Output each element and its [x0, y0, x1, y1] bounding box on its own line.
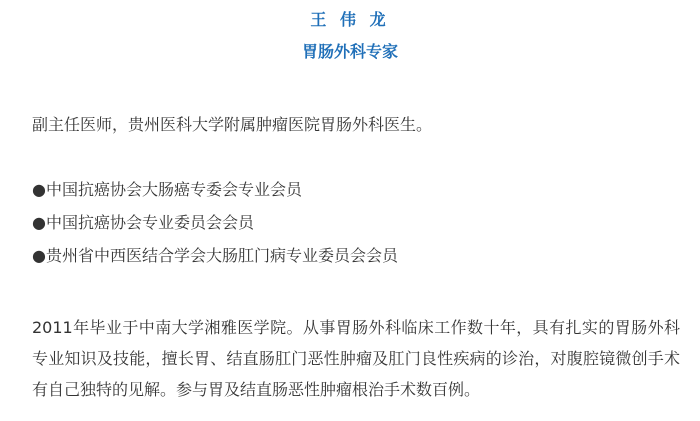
membership-item: ●中国抗癌协会大肠癌专委会专业会员 — [32, 180, 302, 199]
doctor-specialty-title: 胃肠外科专家 — [301, 42, 398, 61]
doctor-name: 王 伟 龙 — [310, 10, 390, 29]
membership-item: ●中国抗癌协会专业委员会会员 — [32, 213, 254, 232]
biography-paragraph: 2011年毕业于中南大学湘雅医学院。从事胃肠外科临床工作数十年，具有扎实的胃肠外科专业知识及技能，擅长胃、结直肠肛门恶性肿瘤及肛门良性疾病的诊治，对腹腔镜微创手术有自己独特的见解。参与胃及结直肠恶性肿瘤根治手术数百例。 — [32, 318, 680, 399]
membership-item: ●贵州省中西医结合学会大肠肛门病专业委员会会员 — [32, 246, 398, 265]
intro-text: 副主任医师，贵州医科大学附属肿瘤医院胃肠外科医生。 — [32, 115, 433, 134]
